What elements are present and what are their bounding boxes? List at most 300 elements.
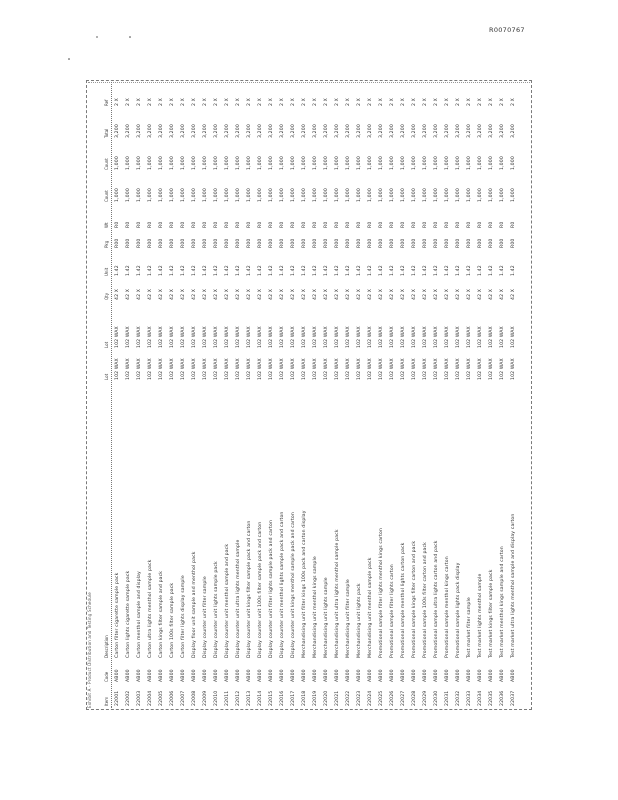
cell-code: AB00 bbox=[489, 669, 494, 682]
table-row bbox=[334, 80, 342, 710]
table-row bbox=[312, 80, 320, 710]
table-row bbox=[224, 80, 232, 710]
cell-qty: 42 X bbox=[368, 288, 373, 300]
table-row bbox=[202, 80, 210, 710]
cell-code: AB00 bbox=[412, 669, 417, 682]
cell-total: 3,200 bbox=[346, 124, 351, 138]
cell-lot1: 102 WAX bbox=[456, 358, 461, 380]
cell-unit: 1.42 bbox=[335, 265, 340, 276]
cell-unit: 1.42 bbox=[500, 265, 505, 276]
cell-pkg: R00 bbox=[192, 238, 197, 248]
cell-total: 3,200 bbox=[280, 124, 285, 138]
cell-desc: Promotional sample menthol lights carton pack bbox=[401, 542, 406, 658]
cell-total: 3,200 bbox=[434, 124, 439, 138]
cell-lot1: 102 WAX bbox=[247, 358, 252, 380]
cell-item: 22031 bbox=[445, 690, 450, 706]
cell-cnt2: 1,000 bbox=[423, 156, 428, 170]
cell-total: 3,200 bbox=[159, 124, 164, 138]
cell-ref: 2 X bbox=[401, 98, 406, 106]
cell-ref: 2 X bbox=[434, 98, 439, 106]
cell-unit: 1.42 bbox=[181, 265, 186, 276]
cell-desc: Promotional sample menthol kings carton bbox=[445, 556, 450, 658]
cell-pkg: R00 bbox=[258, 238, 263, 248]
cell-cnt2: 1,000 bbox=[390, 156, 395, 170]
cell-code: AB00 bbox=[456, 669, 461, 682]
cell-wt: R0 bbox=[280, 221, 285, 228]
cell-pkg: R00 bbox=[511, 238, 516, 248]
column-header: Unit bbox=[104, 267, 110, 276]
cell-item: 22009 bbox=[203, 690, 208, 706]
cell-ref: 2 X bbox=[489, 98, 494, 106]
table-row bbox=[477, 80, 485, 710]
cell-total: 3,200 bbox=[192, 124, 197, 138]
column-header: Count bbox=[104, 190, 110, 202]
cell-item: 22022 bbox=[346, 690, 351, 706]
cell-lot2: 102 WAX bbox=[236, 326, 241, 348]
column-header: Description bbox=[104, 635, 110, 658]
cell-ref: 2 X bbox=[368, 98, 373, 106]
cell-qty: 42 X bbox=[313, 288, 318, 300]
cell-item: 22019 bbox=[313, 690, 318, 706]
cell-total: 3,200 bbox=[467, 124, 472, 138]
cell-lot2: 102 WAX bbox=[148, 326, 153, 348]
cell-cnt1: 1,000 bbox=[324, 188, 329, 202]
cell-qty: 42 X bbox=[346, 288, 351, 300]
cell-ref: 2 X bbox=[423, 98, 428, 106]
cell-code: AB00 bbox=[247, 669, 252, 682]
cell-unit: 1.42 bbox=[434, 265, 439, 276]
table-row bbox=[367, 80, 375, 710]
cell-pkg: R00 bbox=[489, 238, 494, 248]
cell-pkg: R00 bbox=[423, 238, 428, 248]
cell-cnt2: 1,000 bbox=[489, 156, 494, 170]
cell-unit: 1.42 bbox=[390, 265, 395, 276]
cell-wt: R0 bbox=[335, 221, 340, 228]
table-row bbox=[378, 80, 386, 710]
cell-item: 22027 bbox=[401, 690, 406, 706]
cell-unit: 1.42 bbox=[214, 265, 219, 276]
cell-item: 22005 bbox=[159, 690, 164, 706]
cell-desc: Display counter unit kings filter sample pack and carton bbox=[247, 520, 252, 658]
cell-desc: Test market filter sample bbox=[467, 597, 472, 658]
cell-wt: R0 bbox=[225, 221, 230, 228]
cell-unit: 1.42 bbox=[456, 265, 461, 276]
cell-lot2: 102 WAX bbox=[489, 326, 494, 348]
cell-wt: R0 bbox=[148, 221, 153, 228]
cell-item: 22015 bbox=[269, 690, 274, 706]
cell-code: AB00 bbox=[258, 669, 263, 682]
cell-unit: 1.42 bbox=[258, 265, 263, 276]
cell-unit: 1.42 bbox=[192, 265, 197, 276]
table-row bbox=[147, 80, 155, 710]
cell-lot1: 102 WAX bbox=[313, 358, 318, 380]
table-row bbox=[114, 80, 122, 710]
cell-pkg: R00 bbox=[159, 238, 164, 248]
cell-qty: 42 X bbox=[511, 288, 516, 300]
cell-cnt2: 1,000 bbox=[192, 156, 197, 170]
cell-desc: Merchandising unit lights pack bbox=[357, 583, 362, 658]
cell-lot2: 102 WAX bbox=[478, 326, 483, 348]
column-header: Count bbox=[104, 158, 110, 170]
cell-ref: 2 X bbox=[236, 98, 241, 106]
cell-cnt1: 1,000 bbox=[412, 188, 417, 202]
cell-qty: 42 X bbox=[181, 288, 186, 300]
cell-lot2: 102 WAX bbox=[368, 326, 373, 348]
cell-cnt1: 1,000 bbox=[203, 188, 208, 202]
cell-pkg: R00 bbox=[324, 238, 329, 248]
cell-desc: Carton filter cigarette sample pack bbox=[115, 572, 120, 658]
cell-qty: 42 X bbox=[379, 288, 384, 300]
cell-cnt2: 1,000 bbox=[258, 156, 263, 170]
cell-total: 3,200 bbox=[500, 124, 505, 138]
table-row bbox=[213, 80, 221, 710]
cell-qty: 42 X bbox=[170, 288, 175, 300]
cell-lot2: 102 WAX bbox=[280, 326, 285, 348]
cell-unit: 1.42 bbox=[324, 265, 329, 276]
cell-desc: Display counter unit ultra lights menthol sample bbox=[236, 539, 241, 658]
cell-cnt1: 1,000 bbox=[357, 188, 362, 202]
cell-ref: 2 X bbox=[181, 98, 186, 106]
cell-lot1: 102 WAX bbox=[280, 358, 285, 380]
cell-pkg: R00 bbox=[412, 238, 417, 248]
cell-lot1: 102 WAX bbox=[137, 358, 142, 380]
cell-qty: 42 X bbox=[269, 288, 274, 300]
cell-code: AB00 bbox=[302, 669, 307, 682]
cell-qty: 42 X bbox=[225, 288, 230, 300]
cell-wt: R0 bbox=[478, 221, 483, 228]
cell-wt: R0 bbox=[192, 221, 197, 228]
cell-lot2: 102 WAX bbox=[412, 326, 417, 348]
cell-code: AB00 bbox=[368, 669, 373, 682]
cell-total: 3,200 bbox=[324, 124, 329, 138]
cell-desc: Merchandising unit ultra lights menthol sample pack bbox=[335, 529, 340, 658]
table-frame bbox=[86, 80, 532, 710]
cell-ref: 2 X bbox=[192, 98, 197, 106]
cell-qty: 42 X bbox=[203, 288, 208, 300]
cell-code: AB00 bbox=[203, 669, 208, 682]
table-row bbox=[356, 80, 364, 710]
cell-lot2: 102 WAX bbox=[390, 326, 395, 348]
cell-ref: 2 X bbox=[225, 98, 230, 106]
cell-lot1: 102 WAX bbox=[170, 358, 175, 380]
cell-desc: Display counter unit lights sample pack bbox=[214, 561, 219, 658]
cell-desc: Display counter unit filter sample bbox=[203, 576, 208, 658]
cell-total: 3,200 bbox=[379, 124, 384, 138]
cell-unit: 1.42 bbox=[467, 265, 472, 276]
cell-code: AB00 bbox=[401, 669, 406, 682]
cell-pkg: R00 bbox=[478, 238, 483, 248]
cell-qty: 42 X bbox=[357, 288, 362, 300]
cell-ref: 2 X bbox=[478, 98, 483, 106]
cell-code: AB00 bbox=[467, 669, 472, 682]
cell-lot1: 102 WAX bbox=[203, 358, 208, 380]
cell-code: AB00 bbox=[214, 669, 219, 682]
cell-total: 3,200 bbox=[401, 124, 406, 138]
cell-total: 3,200 bbox=[137, 124, 142, 138]
cell-pkg: R00 bbox=[379, 238, 384, 248]
cell-total: 3,200 bbox=[148, 124, 153, 138]
cell-item: 22011 bbox=[225, 690, 230, 706]
cell-total: 3,200 bbox=[445, 124, 450, 138]
cell-ref: 2 X bbox=[203, 98, 208, 106]
cell-cnt2: 1,000 bbox=[269, 156, 274, 170]
cell-unit: 1.42 bbox=[170, 265, 175, 276]
cell-cnt1: 1,000 bbox=[335, 188, 340, 202]
cell-item: 22020 bbox=[324, 690, 329, 706]
cell-qty: 42 X bbox=[291, 288, 296, 300]
cell-item: 22029 bbox=[423, 690, 428, 706]
cell-total: 3,200 bbox=[511, 124, 516, 138]
table-row bbox=[125, 80, 133, 710]
cell-lot1: 102 WAX bbox=[390, 358, 395, 380]
cell-qty: 42 X bbox=[423, 288, 428, 300]
cell-unit: 1.42 bbox=[357, 265, 362, 276]
cell-lot2: 102 WAX bbox=[423, 326, 428, 348]
cell-wt: R0 bbox=[357, 221, 362, 228]
cell-item: 22028 bbox=[412, 690, 417, 706]
cell-ref: 2 X bbox=[456, 98, 461, 106]
cell-qty: 42 X bbox=[456, 288, 461, 300]
cell-desc: Carton filter lights display sample bbox=[181, 575, 186, 658]
cell-unit: 1.42 bbox=[115, 265, 120, 276]
cell-cnt1: 1,000 bbox=[148, 188, 153, 202]
table-row bbox=[455, 80, 463, 710]
cell-qty: 42 X bbox=[412, 288, 417, 300]
cell-lot1: 102 WAX bbox=[126, 358, 131, 380]
cell-unit: 1.42 bbox=[225, 265, 230, 276]
cell-lot2: 102 WAX bbox=[324, 326, 329, 348]
cell-desc: Promotional sample 100s filter carton and pack bbox=[423, 542, 428, 658]
cell-code: AB00 bbox=[225, 669, 230, 682]
cell-cnt2: 1,000 bbox=[236, 156, 241, 170]
cell-qty: 42 X bbox=[280, 288, 285, 300]
cell-wt: R0 bbox=[126, 221, 131, 228]
cell-lot1: 102 WAX bbox=[269, 358, 274, 380]
cell-lot2: 102 WAX bbox=[159, 326, 164, 348]
cell-lot2: 102 WAX bbox=[126, 326, 131, 348]
cell-cnt1: 1,000 bbox=[291, 188, 296, 202]
cell-code: AB00 bbox=[335, 669, 340, 682]
cell-desc: Promotional sample lights pack display bbox=[456, 562, 461, 658]
cell-cnt1: 1,000 bbox=[170, 188, 175, 202]
cell-code: AB00 bbox=[280, 669, 285, 682]
cell-item: 22007 bbox=[181, 690, 186, 706]
cell-cnt1: 1,000 bbox=[390, 188, 395, 202]
cell-code: AB00 bbox=[500, 669, 505, 682]
cell-qty: 42 X bbox=[324, 288, 329, 300]
cell-item: 22036 bbox=[500, 690, 505, 706]
cell-cnt2: 1,000 bbox=[368, 156, 373, 170]
cell-code: AB00 bbox=[269, 669, 274, 682]
cell-code: AB00 bbox=[291, 669, 296, 682]
cell-pkg: R00 bbox=[368, 238, 373, 248]
cell-lot1: 102 WAX bbox=[258, 358, 263, 380]
cell-ref: 2 X bbox=[357, 98, 362, 106]
column-header: Lot bbox=[104, 373, 110, 380]
cell-code: AB00 bbox=[115, 669, 120, 682]
cell-ref: 2 X bbox=[379, 98, 384, 106]
cell-lot2: 102 WAX bbox=[445, 326, 450, 348]
table-caption: Exhibit A - Product Distribution and Testing Schedule bbox=[87, 592, 92, 708]
cell-wt: R0 bbox=[346, 221, 351, 228]
cell-ref: 2 X bbox=[170, 98, 175, 106]
cell-cnt2: 1,000 bbox=[159, 156, 164, 170]
cell-item: 22004 bbox=[148, 690, 153, 706]
scan-speck bbox=[129, 36, 131, 38]
cell-ref: 2 X bbox=[126, 98, 131, 106]
cell-wt: R0 bbox=[137, 221, 142, 228]
cell-desc: Display counter unit filter lights sample pack and carton bbox=[269, 519, 274, 658]
cell-item: 22008 bbox=[192, 690, 197, 706]
cell-cnt1: 1,000 bbox=[214, 188, 219, 202]
table-row bbox=[246, 80, 254, 710]
cell-code: AB00 bbox=[357, 669, 362, 682]
cell-cnt2: 1,000 bbox=[456, 156, 461, 170]
cell-cnt1: 1,000 bbox=[489, 188, 494, 202]
cell-wt: R0 bbox=[291, 221, 296, 228]
table-row bbox=[268, 80, 276, 710]
table-row bbox=[290, 80, 298, 710]
cell-lot1: 102 WAX bbox=[478, 358, 483, 380]
cell-lot1: 102 WAX bbox=[225, 358, 230, 380]
cell-qty: 42 X bbox=[401, 288, 406, 300]
cell-code: AB00 bbox=[346, 669, 351, 682]
cell-total: 3,200 bbox=[269, 124, 274, 138]
cell-lot2: 102 WAX bbox=[357, 326, 362, 348]
cell-ref: 2 X bbox=[335, 98, 340, 106]
cell-qty: 42 X bbox=[500, 288, 505, 300]
cell-wt: R0 bbox=[258, 221, 263, 228]
cell-item: 22032 bbox=[456, 690, 461, 706]
cell-total: 3,200 bbox=[115, 124, 120, 138]
cell-lot1: 102 WAX bbox=[489, 358, 494, 380]
cell-desc: Test market kings filter sample pack bbox=[489, 569, 494, 658]
cell-desc: Test market lights menthol sample bbox=[478, 573, 483, 658]
cell-wt: R0 bbox=[390, 221, 395, 228]
cell-desc: Display counter unit menthol sample and pack bbox=[225, 543, 230, 658]
cell-total: 3,200 bbox=[335, 124, 340, 138]
cell-wt: R0 bbox=[159, 221, 164, 228]
cell-desc: Carton kings filter sample and pack bbox=[159, 570, 164, 658]
cell-unit: 1.42 bbox=[269, 265, 274, 276]
cell-lot2: 102 WAX bbox=[313, 326, 318, 348]
cell-cnt2: 1,000 bbox=[346, 156, 351, 170]
cell-item: 22014 bbox=[258, 690, 263, 706]
cell-cnt2: 1,000 bbox=[335, 156, 340, 170]
cell-lot1: 102 WAX bbox=[379, 358, 384, 380]
cell-wt: R0 bbox=[456, 221, 461, 228]
cell-wt: R0 bbox=[467, 221, 472, 228]
cell-ref: 2 X bbox=[346, 98, 351, 106]
cell-cnt2: 1,000 bbox=[357, 156, 362, 170]
cell-lot2: 102 WAX bbox=[181, 326, 186, 348]
cell-ref: 2 X bbox=[115, 98, 120, 106]
cell-code: AB00 bbox=[511, 669, 516, 682]
cell-ref: 2 X bbox=[137, 98, 142, 106]
cell-unit: 1.42 bbox=[291, 265, 296, 276]
cell-pkg: R00 bbox=[148, 238, 153, 248]
page-id: R0070767 bbox=[489, 26, 525, 34]
cell-wt: R0 bbox=[324, 221, 329, 228]
cell-pkg: R00 bbox=[225, 238, 230, 248]
cell-code: AB00 bbox=[324, 669, 329, 682]
cell-cnt2: 1,000 bbox=[137, 156, 142, 170]
table-row bbox=[169, 80, 177, 710]
cell-unit: 1.42 bbox=[247, 265, 252, 276]
cell-desc: Test market menthol kings sample and carton bbox=[500, 546, 505, 658]
cell-unit: 1.42 bbox=[412, 265, 417, 276]
cell-lot1: 102 WAX bbox=[445, 358, 450, 380]
cell-cnt2: 1,000 bbox=[170, 156, 175, 170]
cell-cnt1: 1,000 bbox=[434, 188, 439, 202]
cell-total: 3,200 bbox=[126, 124, 131, 138]
cell-unit: 1.42 bbox=[401, 265, 406, 276]
cell-unit: 1.42 bbox=[236, 265, 241, 276]
cell-cnt1: 1,000 bbox=[258, 188, 263, 202]
cell-desc: Display counter unit kings menthol sample pack and carton bbox=[291, 512, 296, 658]
cell-item: 22018 bbox=[302, 690, 307, 706]
cell-cnt1: 1,000 bbox=[236, 188, 241, 202]
cell-wt: R0 bbox=[115, 221, 120, 228]
cell-unit: 1.42 bbox=[159, 265, 164, 276]
cell-item: 22033 bbox=[467, 690, 472, 706]
column-header: Lot bbox=[104, 341, 110, 348]
cell-desc: Merchandising unit filter sample bbox=[346, 579, 351, 658]
cell-pkg: R00 bbox=[115, 238, 120, 248]
table-row bbox=[323, 80, 331, 710]
cell-cnt2: 1,000 bbox=[313, 156, 318, 170]
cell-unit: 1.42 bbox=[137, 265, 142, 276]
cell-desc: Test market ultra lights menthol sample and display carton bbox=[511, 513, 516, 658]
scan-speck bbox=[96, 36, 98, 38]
cell-item: 22030 bbox=[434, 690, 439, 706]
cell-code: AB00 bbox=[379, 669, 384, 682]
cell-qty: 42 X bbox=[390, 288, 395, 300]
cell-pkg: R00 bbox=[401, 238, 406, 248]
cell-code: AB00 bbox=[170, 669, 175, 682]
cell-lot2: 102 WAX bbox=[434, 326, 439, 348]
cell-ref: 2 X bbox=[445, 98, 450, 106]
cell-lot2: 102 WAX bbox=[467, 326, 472, 348]
cell-total: 3,200 bbox=[412, 124, 417, 138]
cell-qty: 42 X bbox=[258, 288, 263, 300]
cell-cnt1: 1,000 bbox=[346, 188, 351, 202]
cell-wt: R0 bbox=[368, 221, 373, 228]
cell-pkg: R00 bbox=[445, 238, 450, 248]
cell-pkg: R00 bbox=[126, 238, 131, 248]
cell-cnt1: 1,000 bbox=[247, 188, 252, 202]
cell-lot2: 102 WAX bbox=[115, 326, 120, 348]
cell-lot1: 102 WAX bbox=[192, 358, 197, 380]
cell-unit: 1.42 bbox=[511, 265, 516, 276]
table-row bbox=[180, 80, 188, 710]
cell-desc: Display counter unit menthol lights sample pack and carton bbox=[280, 511, 285, 658]
cell-code: AB00 bbox=[148, 669, 153, 682]
cell-lot1: 102 WAX bbox=[511, 358, 516, 380]
cell-lot1: 102 WAX bbox=[357, 358, 362, 380]
cell-qty: 42 X bbox=[137, 288, 142, 300]
table-row bbox=[279, 80, 287, 710]
cell-desc: Promotional sample ultra lights carton and pack bbox=[434, 540, 439, 658]
cell-item: 22017 bbox=[291, 690, 296, 706]
column-header: Wt bbox=[104, 222, 110, 228]
cell-unit: 1.42 bbox=[478, 265, 483, 276]
rotated-table bbox=[86, 80, 532, 710]
table-row bbox=[422, 80, 430, 710]
cell-lot2: 102 WAX bbox=[291, 326, 296, 348]
cell-lot2: 102 WAX bbox=[192, 326, 197, 348]
cell-code: AB00 bbox=[159, 669, 164, 682]
